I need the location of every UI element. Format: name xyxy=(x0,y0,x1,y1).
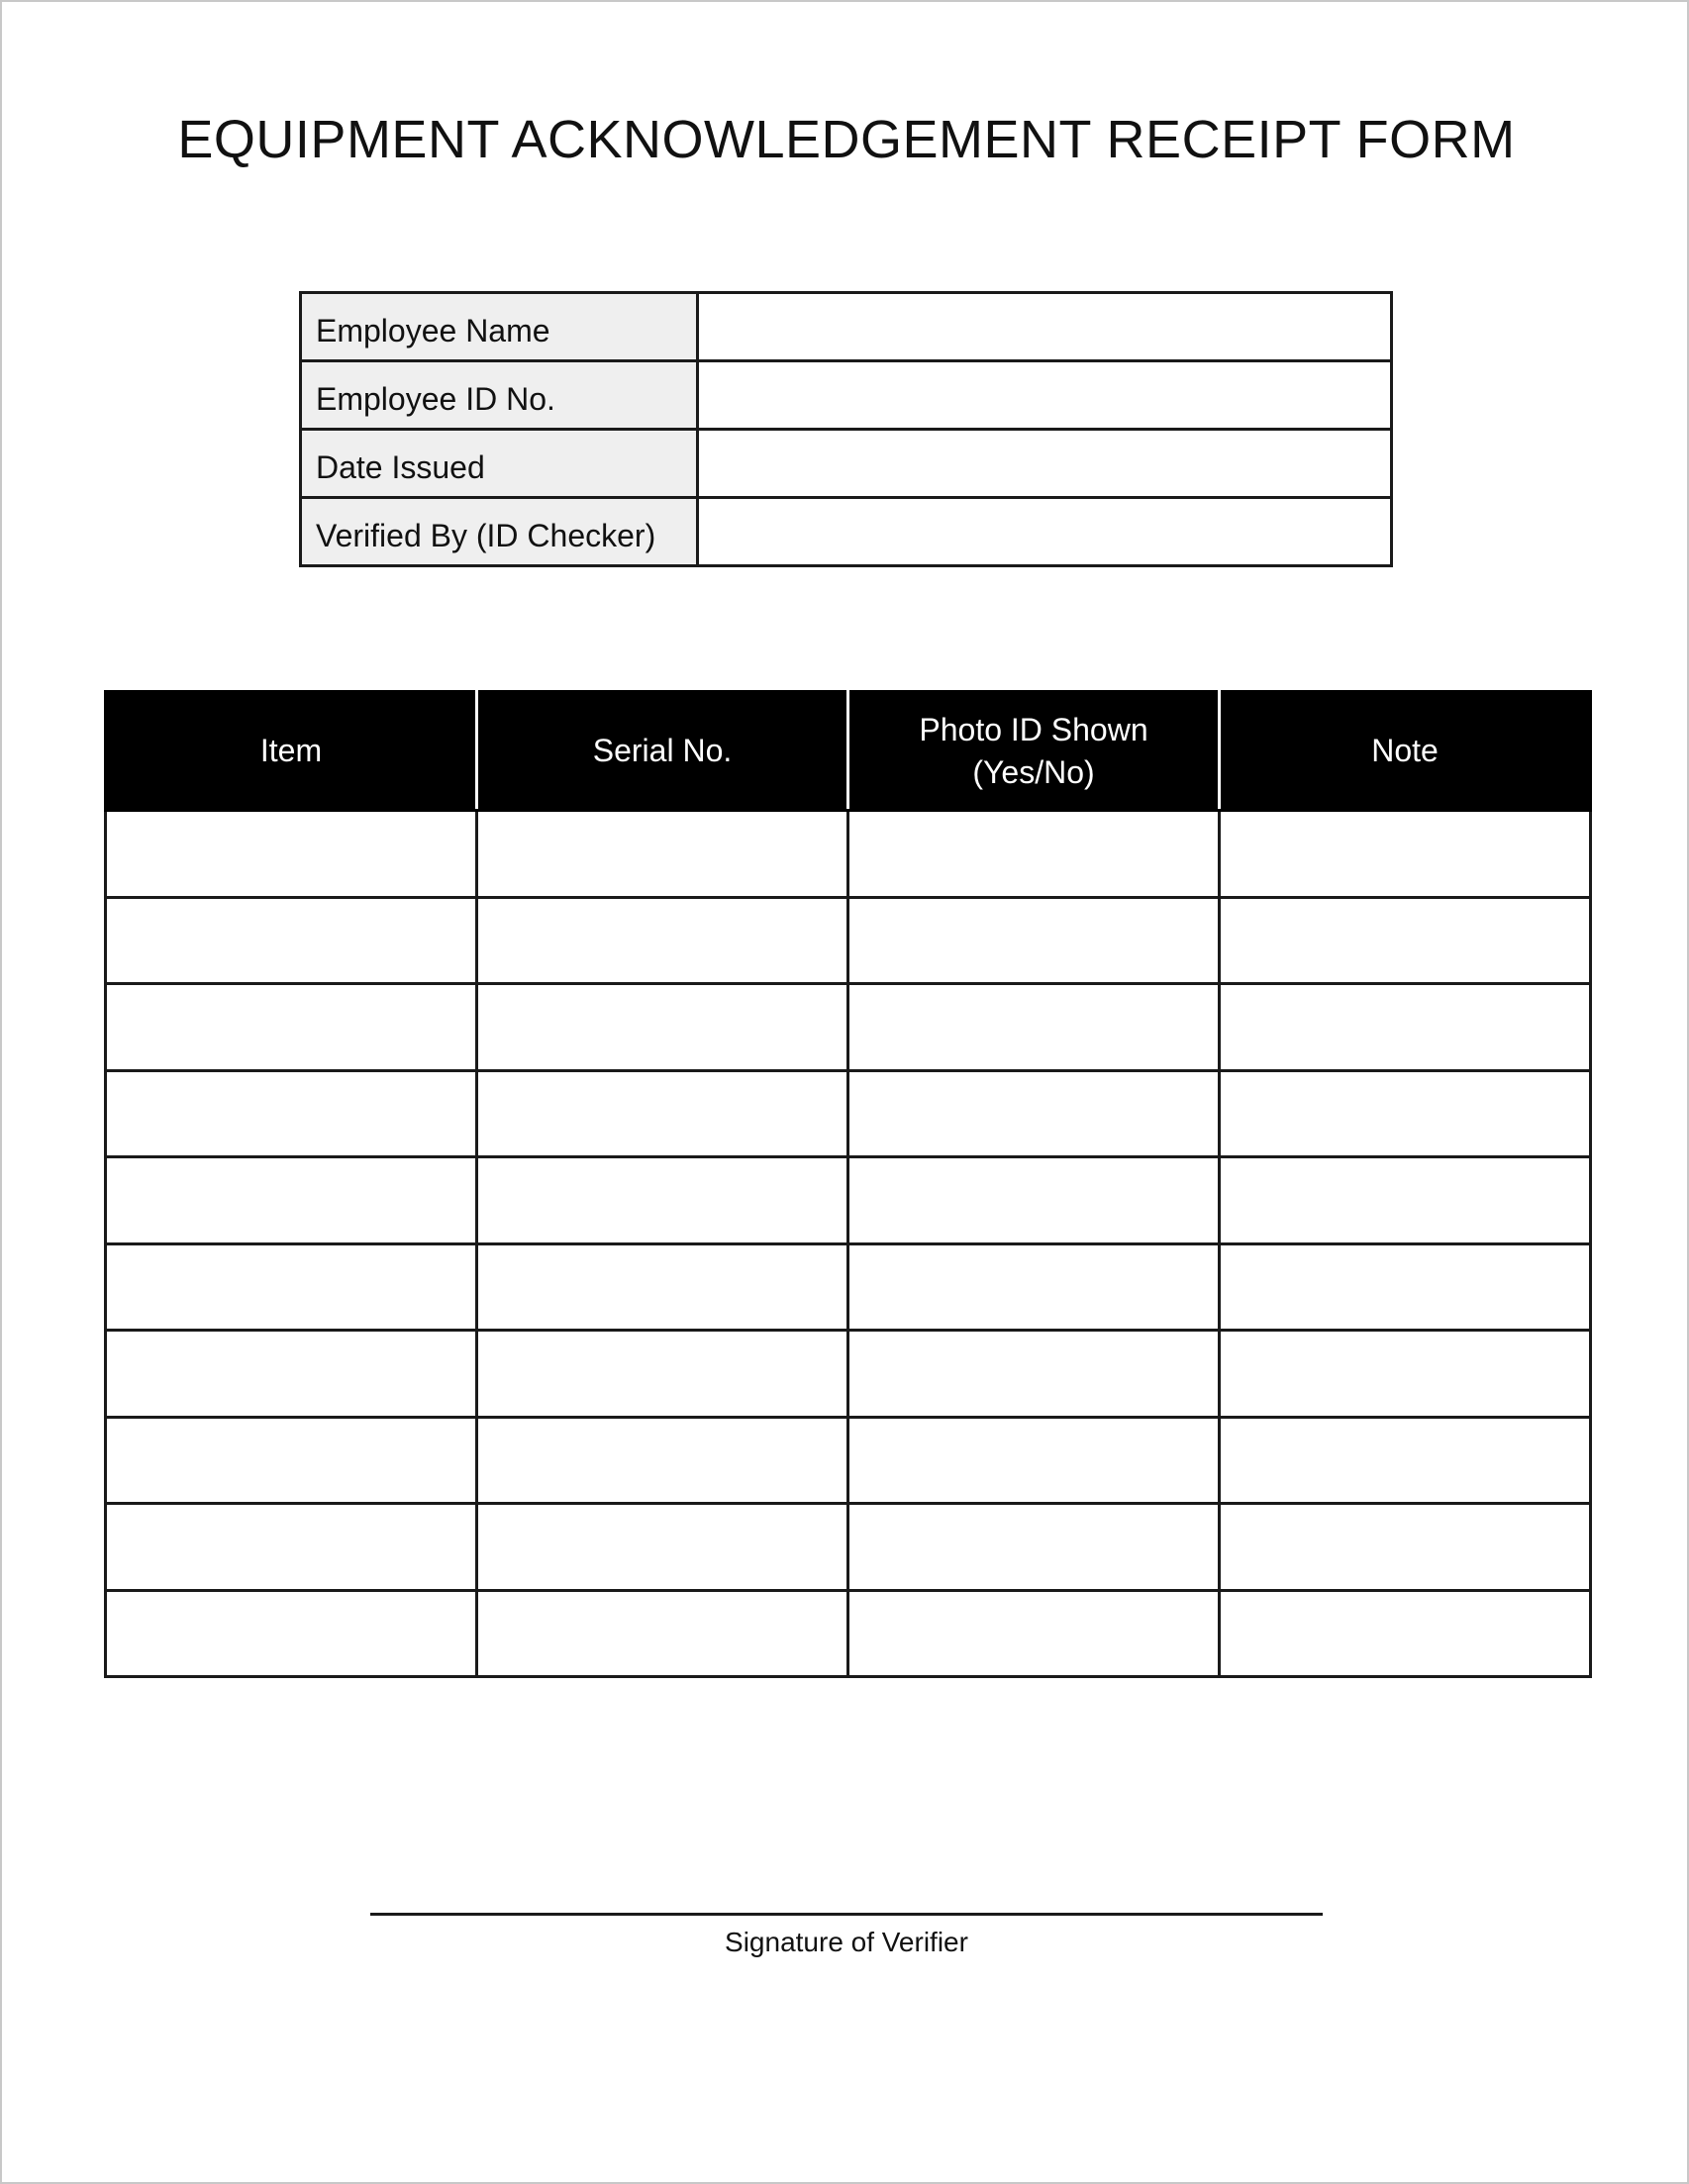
items-table-body xyxy=(106,811,1591,1677)
photo-id-shown-cell[interactable] xyxy=(848,1243,1220,1331)
item-cell[interactable] xyxy=(106,1504,477,1591)
serial-no-cell[interactable] xyxy=(477,1243,848,1331)
item-cell[interactable] xyxy=(106,897,477,984)
photo-id-shown-cell[interactable] xyxy=(848,811,1220,898)
employee-name-field[interactable] xyxy=(698,293,1392,361)
serial-no-cell[interactable] xyxy=(477,1504,848,1591)
serial-no-cell[interactable] xyxy=(477,897,848,984)
table-row xyxy=(106,1590,1591,1677)
table-row xyxy=(106,811,1591,898)
note-cell[interactable] xyxy=(1220,1243,1591,1331)
item-cell[interactable] xyxy=(106,811,477,898)
header-text: Item xyxy=(259,733,323,768)
table-row xyxy=(106,984,1591,1071)
item-cell[interactable] xyxy=(106,1243,477,1331)
item-cell[interactable] xyxy=(106,1070,477,1157)
date-issued-field[interactable] xyxy=(698,430,1392,498)
table-row xyxy=(106,897,1591,984)
header-text: Note xyxy=(1371,733,1439,768)
table-header-row xyxy=(106,692,1591,811)
info-label: Employee ID No. xyxy=(301,361,698,430)
column-header-item xyxy=(106,692,477,811)
table-row xyxy=(106,1243,1591,1331)
info-label: Employee Name xyxy=(301,293,698,361)
item-cell[interactable] xyxy=(106,1590,477,1677)
serial-no-cell[interactable] xyxy=(477,1331,848,1418)
info-row-date-issued xyxy=(301,430,1392,498)
photo-id-shown-cell[interactable] xyxy=(848,1417,1220,1504)
table-row xyxy=(106,1417,1591,1504)
note-cell[interactable] xyxy=(1220,1070,1591,1157)
column-header-note xyxy=(1220,692,1591,811)
photo-id-shown-cell[interactable] xyxy=(848,897,1220,984)
serial-no-cell[interactable] xyxy=(477,1070,848,1157)
info-row-employee-id xyxy=(301,361,1392,430)
page-title: EQUIPMENT ACKNOWLEDGEMENT RECEIPT FORM xyxy=(177,110,1516,169)
column-header-photo-id-shown xyxy=(848,692,1220,811)
photo-id-shown-cell[interactable] xyxy=(848,1504,1220,1591)
photo-id-shown-cell[interactable] xyxy=(848,1070,1220,1157)
note-cell[interactable] xyxy=(1220,1590,1591,1677)
header-text: (Yes/No) xyxy=(972,753,1095,790)
note-cell[interactable] xyxy=(1220,897,1591,984)
photo-id-shown-cell[interactable] xyxy=(848,1331,1220,1418)
info-label: Date Issued xyxy=(301,430,698,498)
serial-no-cell[interactable] xyxy=(477,1417,848,1504)
table-row xyxy=(106,1331,1591,1418)
note-cell[interactable] xyxy=(1220,1157,1591,1244)
table-row xyxy=(106,1157,1591,1244)
header-text: Serial No. xyxy=(592,733,733,768)
photo-id-shown-cell[interactable] xyxy=(848,984,1220,1071)
note-cell[interactable] xyxy=(1220,1331,1591,1418)
equipment-items-table xyxy=(104,690,1592,1678)
photo-id-shown-cell[interactable] xyxy=(848,1157,1220,1244)
note-cell[interactable] xyxy=(1220,811,1591,898)
signature-line[interactable] xyxy=(370,1913,1323,1916)
serial-no-cell[interactable] xyxy=(477,984,848,1071)
column-header-serial-no xyxy=(477,692,848,811)
header-text: Photo ID Shown xyxy=(919,711,1148,747)
item-cell[interactable] xyxy=(106,1417,477,1504)
table-row xyxy=(106,1504,1591,1591)
item-cell[interactable] xyxy=(106,984,477,1071)
signature-label: Signature of Verifier xyxy=(725,1927,968,1957)
note-cell[interactable] xyxy=(1220,1417,1591,1504)
note-cell[interactable] xyxy=(1220,1504,1591,1591)
serial-no-cell[interactable] xyxy=(477,811,848,898)
employee-id-field[interactable] xyxy=(698,361,1392,430)
photo-id-shown-cell[interactable] xyxy=(848,1590,1220,1677)
item-cell[interactable] xyxy=(106,1331,477,1418)
item-cell[interactable] xyxy=(106,1157,477,1244)
serial-no-cell[interactable] xyxy=(477,1590,848,1677)
serial-no-cell[interactable] xyxy=(477,1157,848,1244)
note-cell[interactable] xyxy=(1220,984,1591,1071)
info-label: Verified By (ID Checker) xyxy=(301,498,698,566)
employee-info-table xyxy=(299,291,1393,567)
table-row xyxy=(106,1070,1591,1157)
info-row-verified-by xyxy=(301,498,1392,566)
info-row-employee-name xyxy=(301,293,1392,361)
verified-by-field[interactable] xyxy=(698,498,1392,566)
